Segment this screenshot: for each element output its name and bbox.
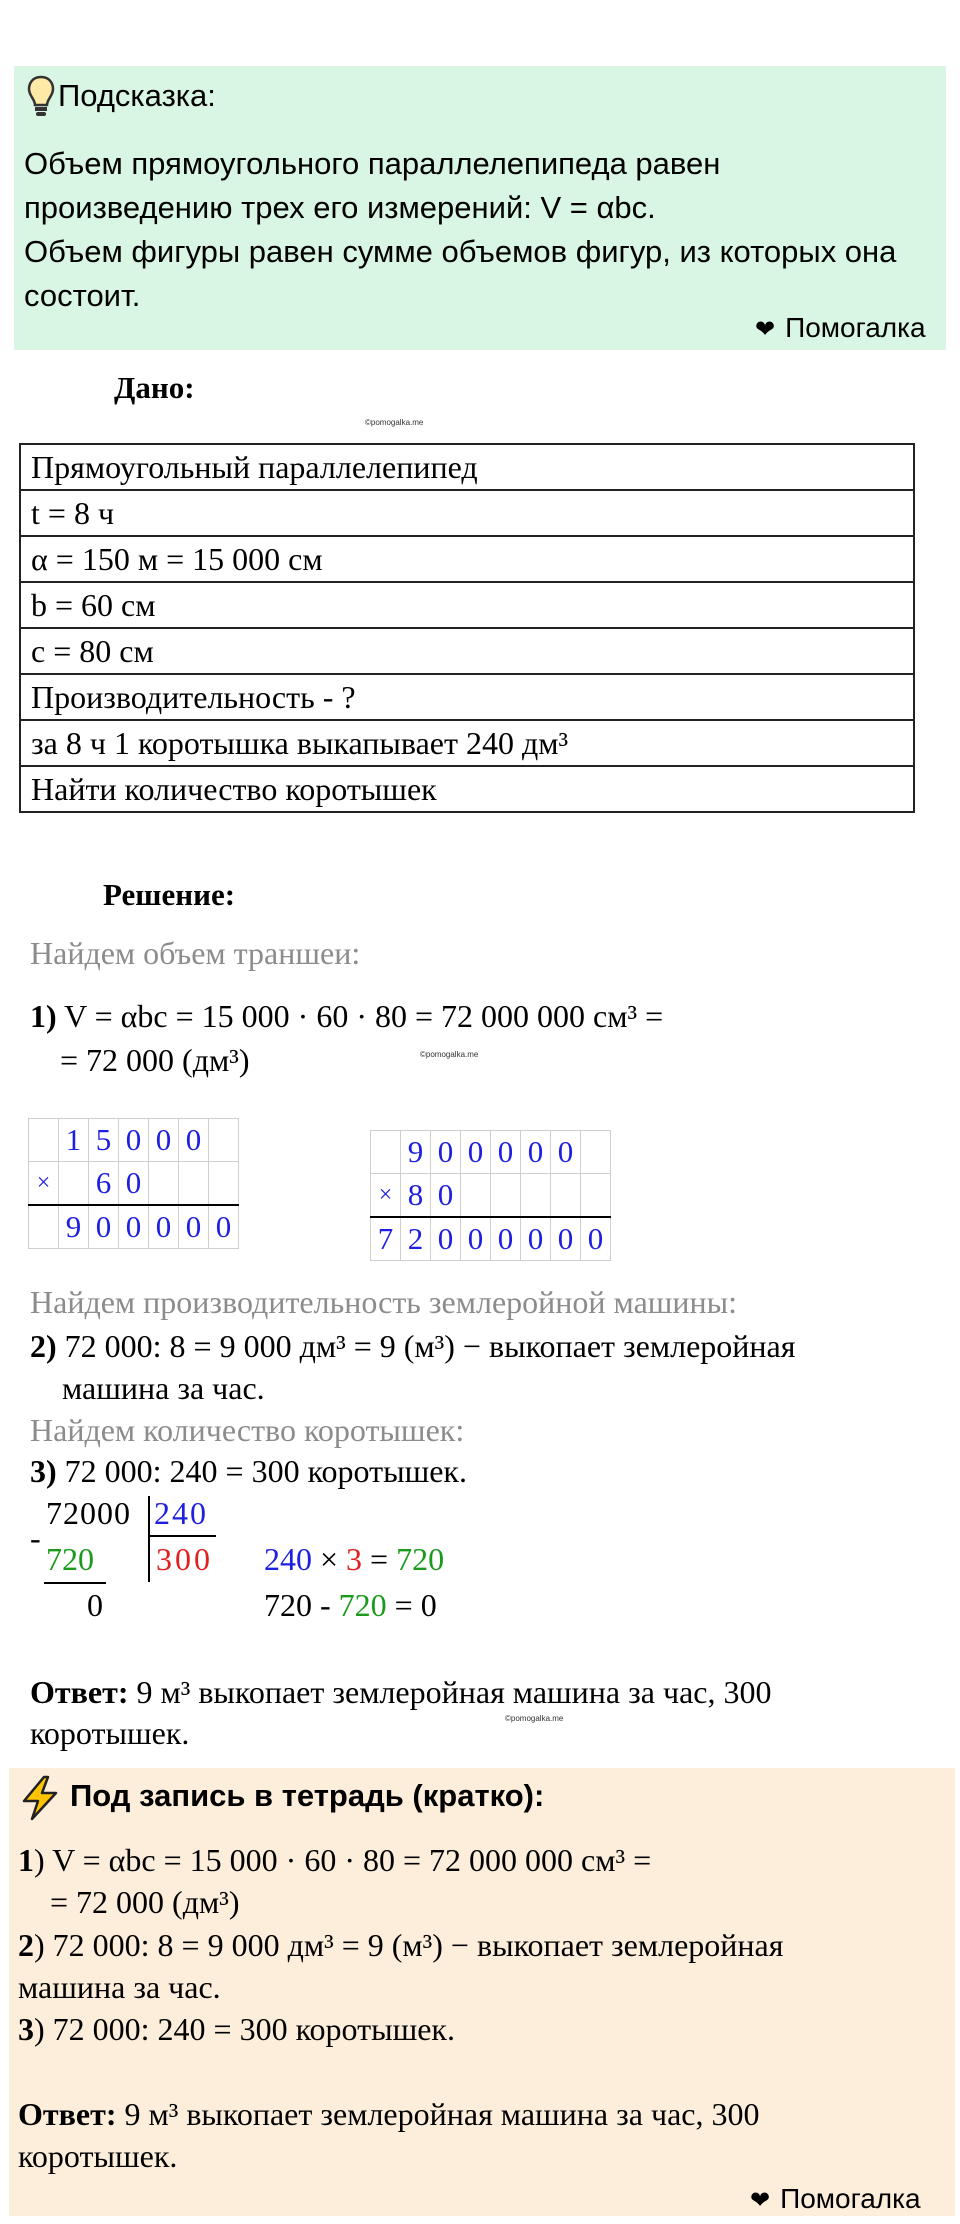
brand-label: ❤ Помогалка	[755, 312, 926, 343]
multiplication-grid-2: 9 0 0 0 0 0 × 8 0 7 2 0 0 0 0 0 0	[370, 1130, 611, 1261]
table-row: t = 8 ч	[20, 490, 914, 536]
given-table	[19, 443, 915, 813]
step3-heading: Найдем количество коротышек:	[30, 1412, 465, 1448]
division-line	[150, 1535, 216, 1537]
step2-line2: машина за час.	[62, 1370, 265, 1406]
division-line	[148, 1496, 150, 1582]
notebook-line3: 3) 72 000: 240 = 300 коротышек.	[18, 2011, 455, 2047]
table-row: α = 150 м = 15 000 см	[20, 536, 914, 582]
watermark: ©pomogalka.me	[420, 1050, 479, 1059]
step1-line1: 1) V = αbc = 15 000 · 60 · 80 = 72 000 000 см³ =	[30, 998, 664, 1034]
notebook-line1: 1) V = αbc = 15 000 · 60 · 80 = 72 000 000 см³ =	[18, 1842, 652, 1878]
lightning-icon	[20, 1775, 60, 1821]
step1-line2: = 72 000 (дм³)	[60, 1042, 250, 1078]
step1-heading: Найдем объем траншеи:	[30, 935, 361, 971]
division-subtrahend: 720	[46, 1541, 94, 1577]
heart-icon: ❤	[755, 316, 776, 343]
hint-text: Объем прямоугольного параллелепипеда равен произведению трех его измерений: V = αbc. Объем фигуры равен сумме объемов фигур, из которых она состоит.	[24, 146, 897, 313]
division-remainder: 0	[87, 1587, 103, 1623]
brand-label: ❤ Помогалка	[750, 2183, 921, 2214]
watermark: ©pomogalka.me	[365, 418, 424, 427]
table-row: за 8 ч 1 коротышка выкапывает 240 дм³	[20, 720, 914, 766]
solution-title: Решение:	[103, 877, 236, 912]
step2-heading: Найдем производительность землеройной машины:	[30, 1284, 738, 1320]
step2-line1: 2) 72 000: 8 = 9 000 дм³ = 9 (м³) − выкопает землеройная	[30, 1328, 796, 1364]
table-row: Найти количество коротышек	[20, 766, 914, 812]
answer-line1: Ответ: 9 м³ выкопает землеройная машина за час, 300	[30, 1674, 772, 1710]
division-dividend: 72000	[46, 1495, 131, 1531]
minus-sign: -	[30, 1520, 41, 1556]
division-quotient: 300	[156, 1541, 213, 1577]
lightbulb-icon	[26, 74, 56, 118]
table-row: Производительность - ?	[20, 674, 914, 720]
watermark: ©pomogalka.me	[505, 1714, 564, 1723]
division-divisor: 240	[154, 1495, 208, 1531]
notebook-line1b: = 72 000 (дм³)	[50, 1884, 240, 1920]
given-title: Дано:	[114, 370, 195, 405]
notebook-line2: 2) 72 000: 8 = 9 000 дм³ = 9 (м³) − выкопает землеройная	[18, 1927, 784, 1963]
notebook-line2b: машина за час.	[18, 1969, 221, 2005]
step3-line1: 3) 72 000: 240 = 300 коротышек.	[30, 1453, 467, 1489]
table-row: c = 80 см	[20, 628, 914, 674]
multiplication-grid-1: 1 5 0 0 0 × 6 0 9 0 0 0 0 0	[28, 1118, 239, 1249]
heart-icon: ❤	[750, 2187, 771, 2214]
division-line	[44, 1582, 106, 1584]
notebook-title: Под запись в тетрадь (кратко):	[70, 1778, 545, 1813]
answer-line2: коротышек.	[30, 1715, 190, 1751]
check-line-2: 720 - 720 = 0	[264, 1587, 437, 1623]
table-row: b = 60 см	[20, 582, 914, 628]
notebook-answer-line1: Ответ: 9 м³ выкопает землеройная машина за час, 300	[18, 2096, 760, 2132]
check-line-1: 240 × 3 = 720	[264, 1541, 445, 1577]
table-row: Прямоугольный параллелепипед	[20, 444, 914, 490]
hint-title: Подсказка:	[58, 78, 216, 113]
notebook-answer-line2: коротышек.	[18, 2138, 178, 2174]
